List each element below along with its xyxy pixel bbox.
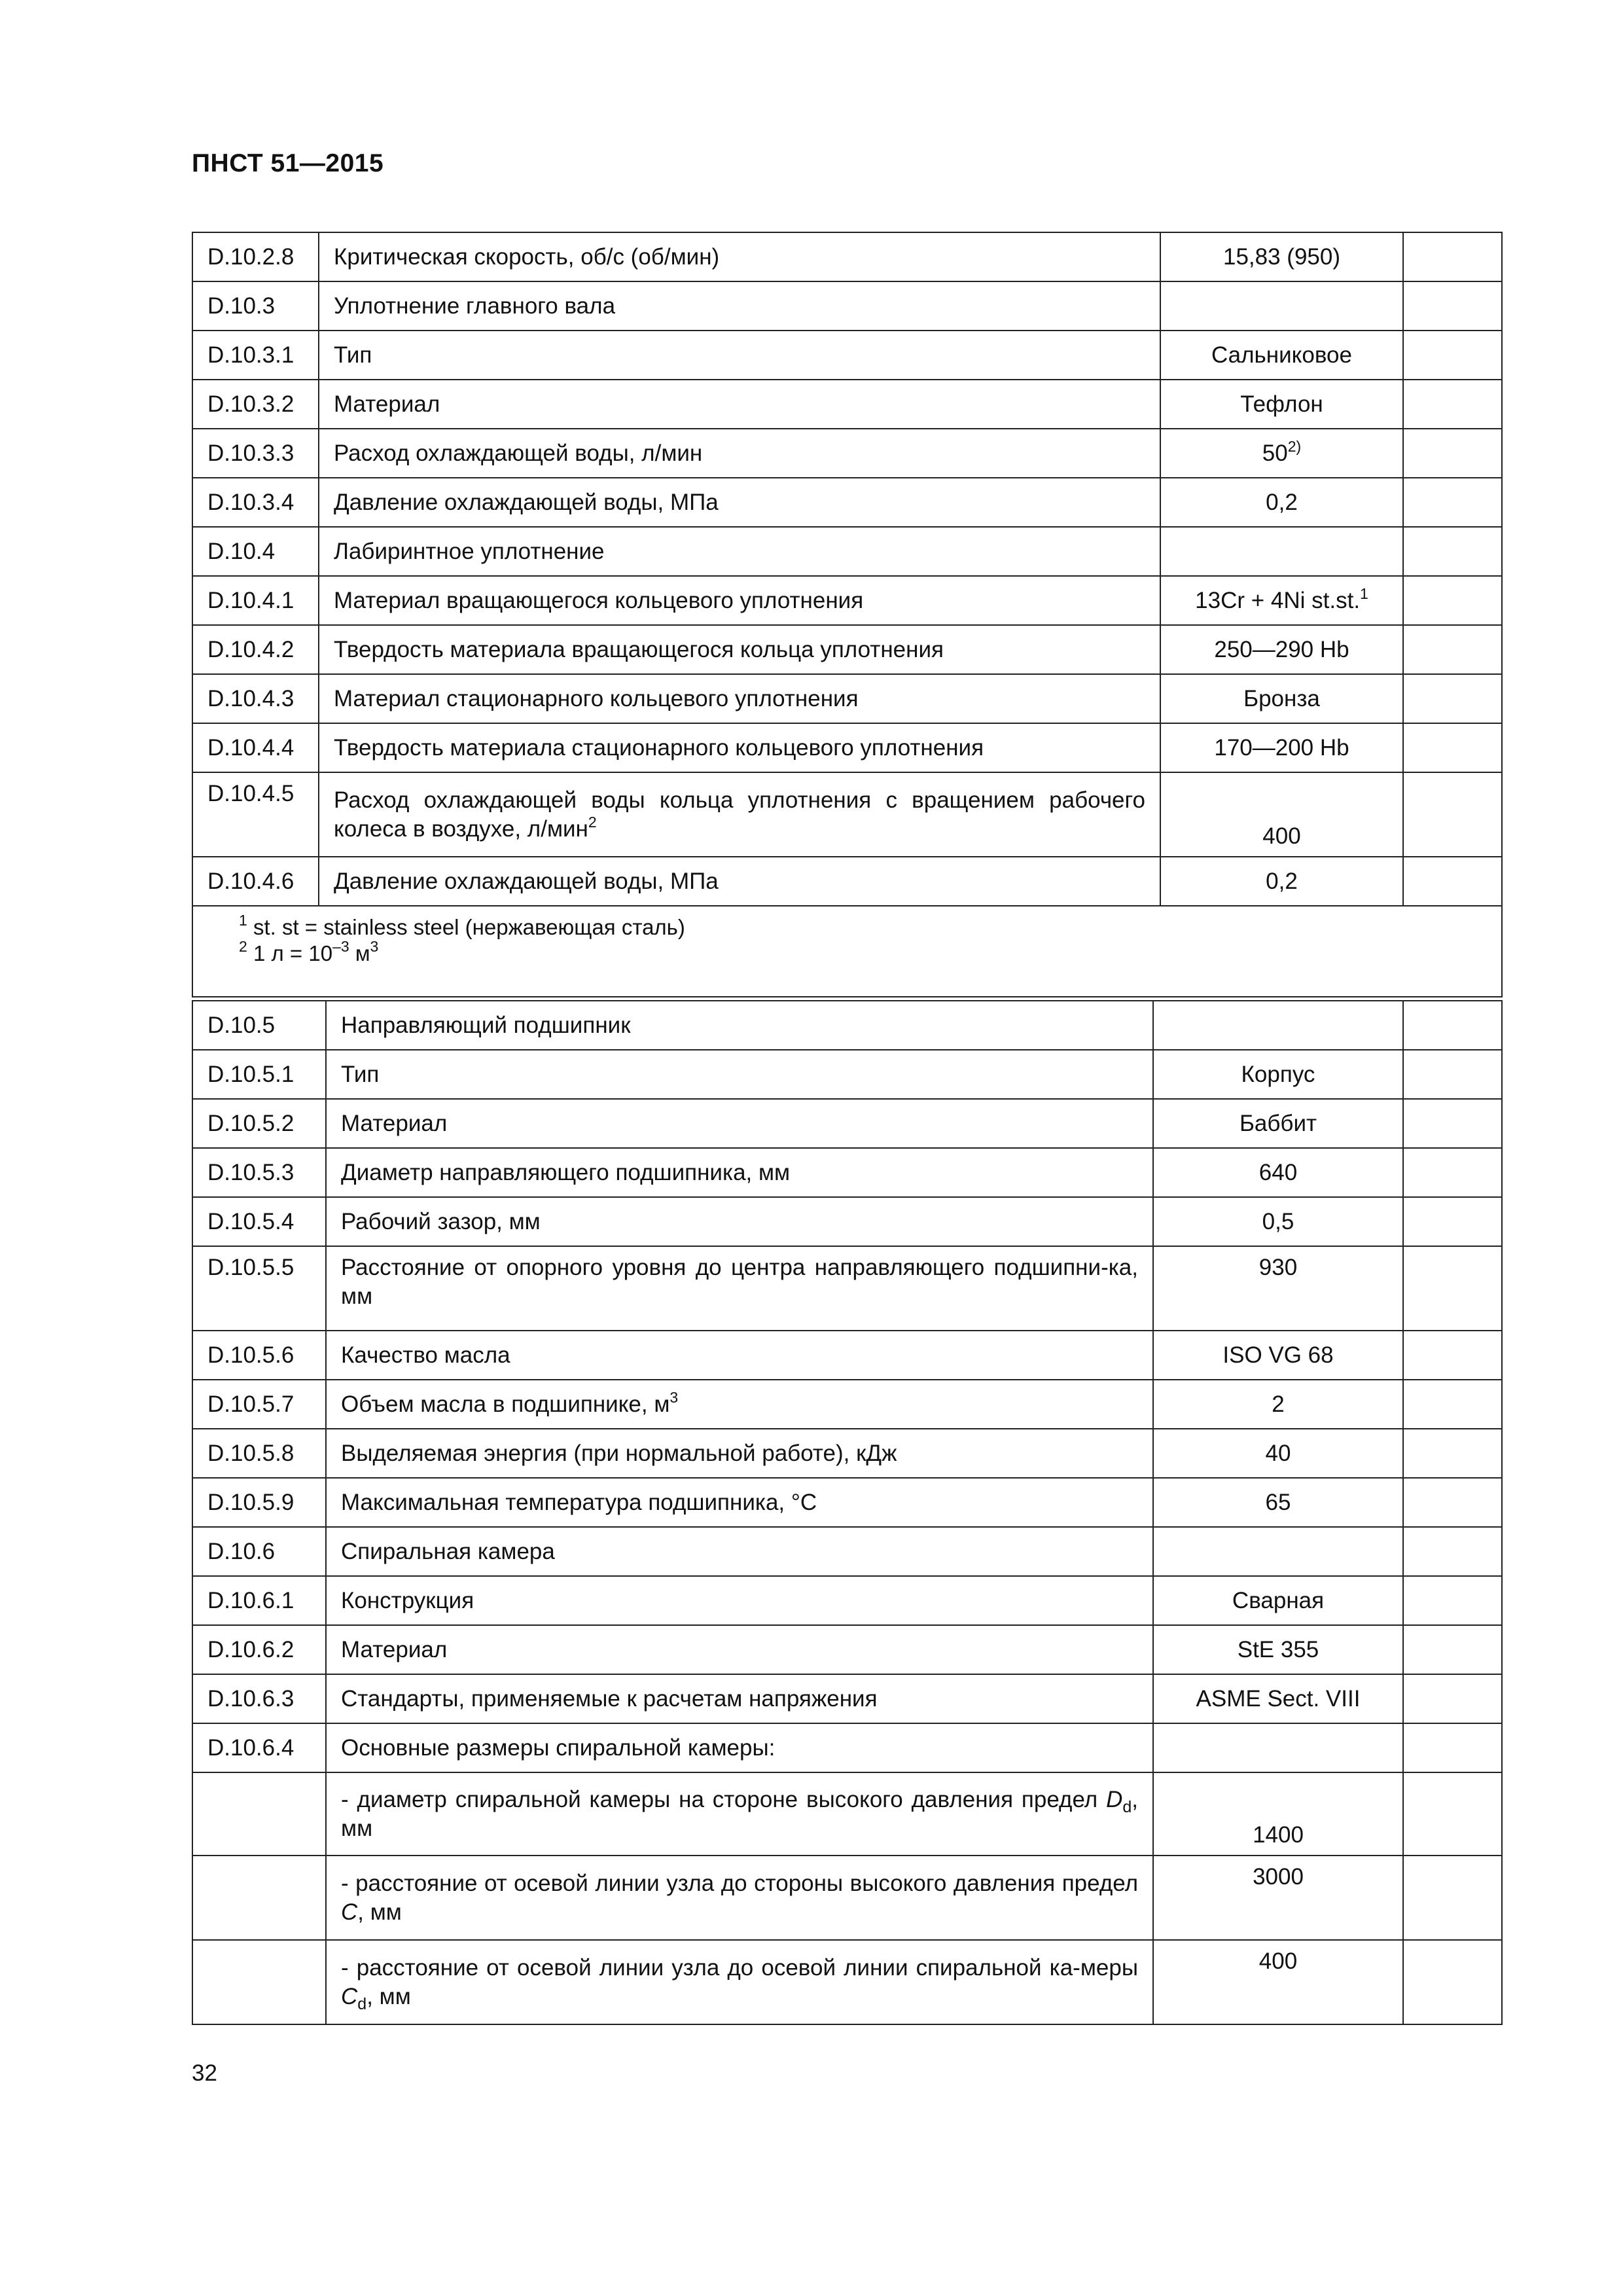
row-code: D.10.4.1 <box>192 576 319 625</box>
row-value: 40 <box>1153 1429 1403 1478</box>
row-value: 3000 <box>1153 1856 1403 1940</box>
table-row <box>192 1099 1502 1148</box>
description-text: - диаметр спиральной камеры на стороне высокого давления предел <box>341 1786 1107 1812</box>
variable-symbol: D <box>1106 1786 1123 1812</box>
table-row <box>192 281 1502 331</box>
row-extra-cell <box>1403 1050 1502 1099</box>
row-description: Выделяемая энергия (при нормальной работе), кДж <box>326 1429 1153 1478</box>
row-description <box>319 772 1160 857</box>
row-extra-cell <box>1403 527 1502 576</box>
row-value: 65 <box>1153 1478 1403 1527</box>
row-value: 640 <box>1153 1148 1403 1197</box>
variable-symbol: C <box>341 1983 358 2009</box>
row-description: Диаметр направляющего подшипника, мм <box>326 1148 1153 1197</box>
table-row <box>192 1576 1502 1625</box>
row-code: D.10.5.2 <box>192 1099 326 1148</box>
row-extra-cell <box>1403 1099 1502 1148</box>
row-description: Основные размеры спиральной камеры: <box>326 1723 1153 1772</box>
table-row <box>192 625 1502 674</box>
row-code: D.10.6 <box>192 1527 326 1576</box>
spec-table-1 <box>192 232 1503 997</box>
exponent: 3 <box>370 938 379 955</box>
row-description: Материал вращающегося кольцевого уплотнения <box>319 576 1160 625</box>
row-description: Конструкция <box>326 1576 1153 1625</box>
row-value: 400 <box>1160 772 1403 857</box>
row-value <box>1153 1001 1403 1050</box>
table-row <box>192 1148 1502 1197</box>
row-extra-cell <box>1403 625 1502 674</box>
row-extra-cell <box>1403 1148 1502 1197</box>
table-notes-row <box>192 906 1502 997</box>
row-value: ISO VG 68 <box>1153 1331 1403 1380</box>
footnote-ref: 1 <box>1360 584 1368 602</box>
row-value: 170—200 Hb <box>1160 723 1403 772</box>
footnote-text: st. st = stainless steel (нержавеющая сталь) <box>247 915 685 939</box>
row-description <box>326 1772 1153 1856</box>
row-description: Твердость материала стационарного кольцевого уплотнения <box>319 723 1160 772</box>
spec-table-2 <box>192 1000 1503 2025</box>
row-description: Расстояние от опорного уровня до центра направляющего подшипни-ка, мм <box>326 1246 1153 1331</box>
row-value: Тефлон <box>1160 380 1403 429</box>
row-extra-cell <box>1403 281 1502 331</box>
row-value: Сальниковое <box>1160 331 1403 380</box>
row-value <box>1160 527 1403 576</box>
footnote-1 <box>239 914 1455 941</box>
row-extra-cell <box>1403 1723 1502 1772</box>
row-extra-cell <box>1403 1331 1502 1380</box>
table-row <box>192 723 1502 772</box>
row-extra-cell <box>1403 478 1502 527</box>
row-code: D.10.5.3 <box>192 1148 326 1197</box>
value-text: 13Cr + 4Ni st.st. <box>1195 587 1361 613</box>
row-code: D.10.6.1 <box>192 1576 326 1625</box>
subscript: d <box>1122 1797 1132 1816</box>
row-extra-cell <box>1403 1380 1502 1429</box>
row-description: Качество масла <box>326 1331 1153 1380</box>
table-row <box>192 674 1502 723</box>
table-row <box>192 429 1502 478</box>
row-extra-cell <box>1403 1576 1502 1625</box>
row-code: D.10.5.9 <box>192 1478 326 1527</box>
table-row <box>192 1625 1502 1674</box>
table-row <box>192 232 1502 281</box>
row-value: Баббит <box>1153 1099 1403 1148</box>
row-extra-cell <box>1403 1674 1502 1723</box>
row-extra-cell <box>1403 1478 1502 1527</box>
row-extra-cell <box>1403 331 1502 380</box>
row-description: Лабиринтное уплотнение <box>319 527 1160 576</box>
row-value: Корпус <box>1153 1050 1403 1099</box>
table-row <box>192 1429 1502 1478</box>
row-description <box>326 1856 1153 1940</box>
row-code: D.10.6.2 <box>192 1625 326 1674</box>
footnote-mark: 1 <box>239 912 247 929</box>
row-code: D.10.4.4 <box>192 723 319 772</box>
row-extra-cell <box>1403 1246 1502 1331</box>
row-description: Расход охлаждающей воды, л/мин <box>319 429 1160 478</box>
table-row <box>192 1197 1502 1246</box>
row-code: D.10.4.3 <box>192 674 319 723</box>
row-code: D.10.4.6 <box>192 857 319 906</box>
row-extra-cell <box>1403 429 1502 478</box>
row-description: Материал <box>319 380 1160 429</box>
row-code: D.10.5.4 <box>192 1197 326 1246</box>
row-extra-cell <box>1403 1772 1502 1856</box>
table-row <box>192 1772 1502 1856</box>
table-row <box>192 1331 1502 1380</box>
row-code: D.10.3.2 <box>192 380 319 429</box>
row-description: Рабочий зазор, мм <box>326 1197 1153 1246</box>
unit-text: , мм <box>357 1899 402 1925</box>
row-description: Стандарты, применяемые к расчетам напряжения <box>326 1674 1153 1723</box>
row-code: D.10.3.1 <box>192 331 319 380</box>
table-row <box>192 1380 1502 1429</box>
row-extra-cell <box>1403 723 1502 772</box>
footnote-2 <box>239 938 1455 967</box>
table-row <box>192 1050 1502 1099</box>
row-code: D.10.5 <box>192 1001 326 1050</box>
row-value: StE 355 <box>1153 1625 1403 1674</box>
exponent: 3 <box>669 1388 679 1406</box>
unit-text: , мм <box>341 1786 1138 1841</box>
unit-text: , мм <box>366 1983 411 2009</box>
row-code: D.10.3 <box>192 281 319 331</box>
row-description: Максимальная температура подшипника, °С <box>326 1478 1153 1527</box>
footnote-ref: 2 <box>588 813 597 831</box>
row-extra-cell <box>1403 576 1502 625</box>
row-code: D.10.4.2 <box>192 625 319 674</box>
table-row <box>192 478 1502 527</box>
row-code: D.10.2.8 <box>192 232 319 281</box>
table-row <box>192 1940 1502 2024</box>
row-extra-cell <box>1403 857 1502 906</box>
row-description: Материал <box>326 1625 1153 1674</box>
row-description: Тип <box>326 1050 1153 1099</box>
row-value: Бронза <box>1160 674 1403 723</box>
footnote-mark: 2 <box>239 938 247 955</box>
row-value: 0,2 <box>1160 478 1403 527</box>
row-description: Спиральная камера <box>326 1527 1153 1576</box>
row-extra-cell <box>1403 1856 1502 1940</box>
row-value: 0,5 <box>1153 1197 1403 1246</box>
row-value: 930 <box>1153 1246 1403 1331</box>
description-text: Объем масла в подшипнике, м <box>341 1391 670 1417</box>
table-row <box>192 331 1502 380</box>
table-row <box>192 527 1502 576</box>
row-value: 250—290 Hb <box>1160 625 1403 674</box>
table-row <box>192 380 1502 429</box>
row-description: Твердость материала вращающегося кольца уплотнения <box>319 625 1160 674</box>
table-row <box>192 1723 1502 1772</box>
row-extra-cell <box>1403 380 1502 429</box>
row-value <box>1160 576 1403 625</box>
table-row <box>192 1674 1502 1723</box>
row-description: Критическая скорость, об/с (об/мин) <box>319 232 1160 281</box>
row-value: 400 <box>1153 1940 1403 2024</box>
value-text: 50 <box>1262 440 1288 466</box>
row-code <box>192 1940 326 2024</box>
exponent: –3 <box>332 938 349 955</box>
row-value: 1400 <box>1153 1772 1403 1856</box>
row-description: Материал <box>326 1099 1153 1148</box>
row-code: D.10.5.6 <box>192 1331 326 1380</box>
table-row <box>192 1478 1502 1527</box>
row-code: D.10.4 <box>192 527 319 576</box>
row-value <box>1160 429 1403 478</box>
table-row <box>192 1001 1502 1050</box>
row-code: D.10.3.3 <box>192 429 319 478</box>
row-extra-cell <box>1403 1429 1502 1478</box>
row-extra-cell <box>1403 772 1502 857</box>
row-description: Давление охлаждающей воды, МПа <box>319 857 1160 906</box>
row-value: ASME Sect. VIII <box>1153 1674 1403 1723</box>
row-value <box>1153 1723 1403 1772</box>
row-code: D.10.6.4 <box>192 1723 326 1772</box>
row-extra-cell <box>1403 1625 1502 1674</box>
row-description <box>326 1380 1153 1429</box>
row-description: Тип <box>319 331 1160 380</box>
description-text: - расстояние от осевой линии узла до осевой линии спиральной ка-меры <box>341 1954 1138 1981</box>
row-code <box>192 1772 326 1856</box>
document-code: ПНСТ 51—2015 <box>192 149 384 177</box>
row-extra-cell <box>1403 1197 1502 1246</box>
table-notes <box>192 906 1502 997</box>
row-value: 0,2 <box>1160 857 1403 906</box>
row-description: Материал стационарного кольцевого уплотнения <box>319 674 1160 723</box>
table-row <box>192 857 1502 906</box>
row-code: D.10.5.7 <box>192 1380 326 1429</box>
row-code: D.10.3.4 <box>192 478 319 527</box>
row-code: D.10.4.5 <box>192 772 319 857</box>
row-extra-cell <box>1403 1001 1502 1050</box>
subscript: d <box>357 1994 367 2013</box>
row-description <box>326 1940 1153 2024</box>
row-value: 2 <box>1153 1380 1403 1429</box>
row-code <box>192 1856 326 1940</box>
row-code: D.10.5.1 <box>192 1050 326 1099</box>
variable-symbol: C <box>341 1899 358 1925</box>
row-extra-cell <box>1403 1940 1502 2024</box>
table-row <box>192 1856 1502 1940</box>
row-value: Сварная <box>1153 1576 1403 1625</box>
row-extra-cell <box>1403 1527 1502 1576</box>
row-value <box>1160 281 1403 331</box>
table-row <box>192 1246 1502 1331</box>
description-text: - расстояние от осевой линии узла до стороны высокого давления предел <box>341 1870 1138 1896</box>
row-description: Давление охлаждающей воды, МПа <box>319 478 1160 527</box>
table-row <box>192 576 1502 625</box>
table-row <box>192 1527 1502 1576</box>
page-number: 32 <box>192 2060 217 2086</box>
row-code: D.10.5.5 <box>192 1246 326 1331</box>
row-description: Направляющий подшипник <box>326 1001 1153 1050</box>
footnote-ref: 2) <box>1287 437 1302 455</box>
row-code: D.10.6.3 <box>192 1674 326 1723</box>
row-extra-cell <box>1403 674 1502 723</box>
row-extra-cell <box>1403 232 1502 281</box>
table-row <box>192 772 1502 857</box>
footnote-text: 1 л = 10 <box>247 941 333 965</box>
unit-text: м <box>349 941 370 965</box>
row-value: 15,83 (950) <box>1160 232 1403 281</box>
row-code: D.10.5.8 <box>192 1429 326 1478</box>
row-value <box>1153 1527 1403 1576</box>
row-description: Уплотнение главного вала <box>319 281 1160 331</box>
description-text: Расход охлаждающей воды кольца уплотнения с вращением рабочего колеса в воздухе, л/мин <box>334 787 1145 842</box>
